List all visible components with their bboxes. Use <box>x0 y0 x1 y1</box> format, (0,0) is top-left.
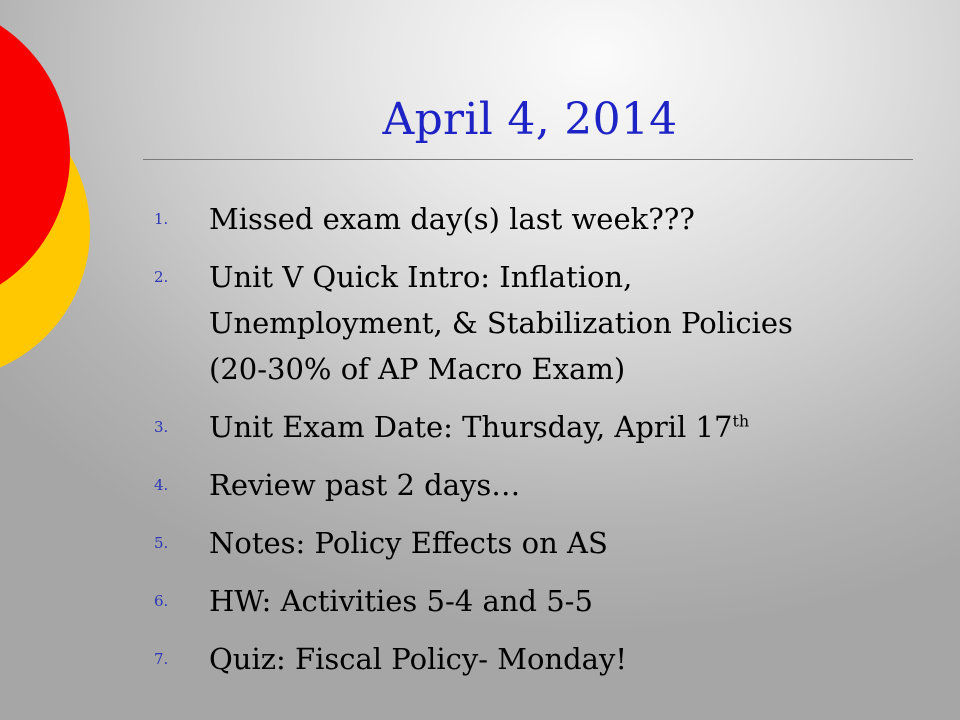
title-divider <box>143 159 913 160</box>
list-text: Unit Exam Date: Thursday, April 17 <box>209 410 733 444</box>
list-item <box>154 462 934 508</box>
agenda-list <box>154 196 934 694</box>
list-text: Review past 2 days… <box>209 468 521 502</box>
list-number: 7. <box>154 650 169 668</box>
list-text: Missed exam day(s) last week??? <box>209 202 695 236</box>
list-text: HW: Activities 5-4 and 5-5 <box>209 584 593 618</box>
decorative-circles <box>0 0 140 400</box>
list-item <box>154 254 934 392</box>
list-number: 1. <box>154 210 169 228</box>
slide-title: April 4, 2014 <box>382 94 678 145</box>
list-item <box>154 636 934 682</box>
list-text: Unit V Quick Intro: Inflation, Unemployment, & Stabilization Policies (20-30% of AP Macro Exam) <box>209 260 793 386</box>
list-text: Notes: Policy Effects on AS <box>209 526 608 560</box>
list-item <box>154 404 934 450</box>
list-number: 2. <box>154 268 169 286</box>
list-item <box>154 196 934 242</box>
ordinal-superscript: th <box>732 411 750 431</box>
list-item <box>154 520 934 566</box>
list-number: 4. <box>154 476 169 494</box>
list-number: 3. <box>154 418 169 436</box>
list-text-wrapper <box>209 404 749 450</box>
list-number: 5. <box>154 534 169 552</box>
list-number: 6. <box>154 592 169 610</box>
list-item <box>154 578 934 624</box>
list-text: Quiz: Fiscal Policy- Monday! <box>209 642 628 676</box>
